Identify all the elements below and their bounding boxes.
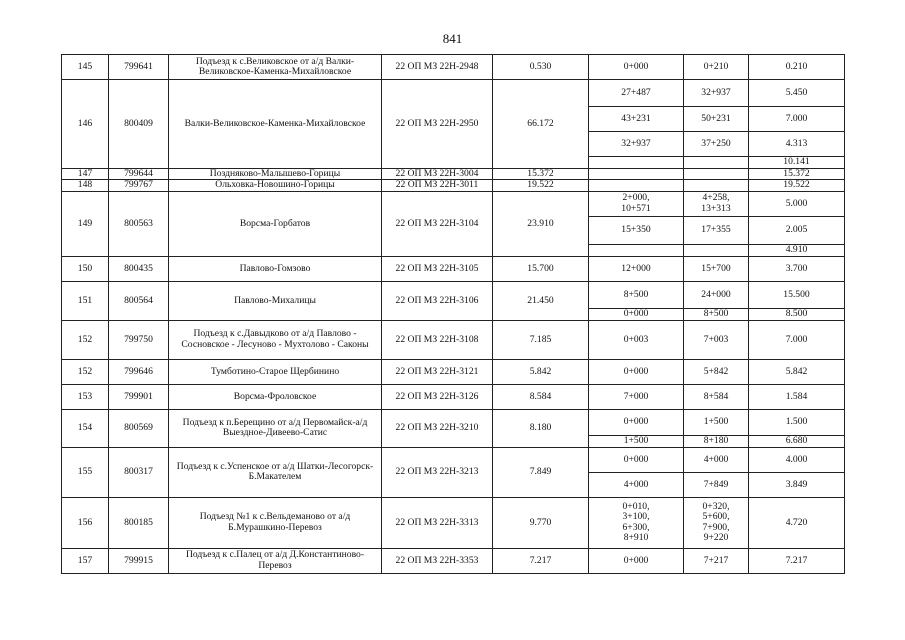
row-number: 152 <box>62 320 109 359</box>
segment-from: 32+937 <box>589 132 684 157</box>
roads-table <box>61 54 845 574</box>
road-code: 800569 <box>109 409 169 447</box>
segment-length: 5.450 <box>749 80 845 107</box>
segment-from: 0+000 <box>589 409 684 435</box>
road-length: 0.530 <box>493 55 589 80</box>
road-name: Подъезд к с.Великовское от а/д Валки-Великовское-Каменка-Михайловское <box>169 55 382 80</box>
road-length: 19.522 <box>493 180 589 191</box>
segment-length: 0.210 <box>749 55 845 80</box>
table-row <box>62 320 845 359</box>
table-row <box>62 281 845 308</box>
road-code: 799767 <box>109 180 169 191</box>
table-row <box>62 359 845 384</box>
segment-from: 1+500 <box>589 435 684 447</box>
road-id: 22 ОП МЗ 22Н-3004 <box>382 169 493 180</box>
segment-from <box>589 244 684 256</box>
page-number: 841 <box>442 31 463 46</box>
road-name: Подъезд №1 к с.Вельдеманово от а/д Б.Мурашкино-Перевоз <box>169 497 382 548</box>
segment-from <box>589 180 684 191</box>
road-id: 22 ОП МЗ 22Н-3106 <box>382 281 493 320</box>
road-name: Подъезд к с.Давыдково от а/д Павлово - Сосновское - Лесуново - Мухтолово - Саконы <box>169 320 382 359</box>
table-row <box>62 384 845 409</box>
road-length: 9.770 <box>493 497 589 548</box>
segment-length: 19.522 <box>749 180 845 191</box>
segment-from: 43+231 <box>589 107 684 132</box>
segment-to: 15+700 <box>684 256 749 281</box>
road-code: 800317 <box>109 447 169 497</box>
road-code: 799901 <box>109 384 169 409</box>
road-length: 15.700 <box>493 256 589 281</box>
segment-length: 3.849 <box>749 472 845 497</box>
table-row <box>62 409 845 435</box>
segment-to: 37+250 <box>684 132 749 157</box>
segment-from: 2+000, 10+571 <box>589 191 684 216</box>
segment-length: 1.584 <box>749 384 845 409</box>
road-id: 22 ОП МЗ 22Н-3105 <box>382 256 493 281</box>
table-row <box>62 80 845 107</box>
segment-to <box>684 157 749 169</box>
road-code: 800409 <box>109 80 169 169</box>
row-number: 151 <box>62 281 109 320</box>
table-row <box>62 169 845 180</box>
road-length: 7.849 <box>493 447 589 497</box>
road-id: 22 ОП МЗ 22Н-3011 <box>382 180 493 191</box>
road-code: 800563 <box>109 191 169 256</box>
road-name: Подъезд к п.Берещино от а/д Первомайск-а/д Выездное-Дивеево-Сатис <box>169 409 382 447</box>
row-number: 156 <box>62 497 109 548</box>
road-code: 799646 <box>109 359 169 384</box>
segment-to: 4+258, 13+313 <box>684 191 749 216</box>
road-id: 22 ОП МЗ 22Н-2948 <box>382 55 493 80</box>
table-row <box>62 55 845 80</box>
road-name: Ворсма-Фроловское <box>169 384 382 409</box>
row-number: 154 <box>62 409 109 447</box>
segment-to: 7+849 <box>684 472 749 497</box>
segment-to: 17+355 <box>684 216 749 244</box>
segment-length: 4.313 <box>749 132 845 157</box>
segment-to: 0+210 <box>684 55 749 80</box>
segment-from: 7+000 <box>589 384 684 409</box>
segment-from: 0+000 <box>589 55 684 80</box>
row-number: 150 <box>62 256 109 281</box>
segment-length: 7.217 <box>749 548 845 573</box>
segment-to: 1+500 <box>684 409 749 435</box>
segment-length: 15.500 <box>749 281 845 308</box>
row-number: 155 <box>62 447 109 497</box>
road-id: 22 ОП МЗ 22Н-2950 <box>382 80 493 169</box>
row-number: 148 <box>62 180 109 191</box>
road-length: 21.450 <box>493 281 589 320</box>
segment-from: 0+000 <box>589 359 684 384</box>
segment-to: 4+000 <box>684 447 749 472</box>
road-code: 799915 <box>109 548 169 573</box>
segment-length: 7.000 <box>749 320 845 359</box>
segment-from: 0+000 <box>589 548 684 573</box>
segment-from: 0+000 <box>589 447 684 472</box>
road-name: Поздняково-Малышево-Горицы <box>169 169 382 180</box>
segment-from: 27+487 <box>589 80 684 107</box>
road-id: 22 ОП МЗ 22Н-3126 <box>382 384 493 409</box>
road-length: 8.584 <box>493 384 589 409</box>
segment-length: 15.372 <box>749 169 845 180</box>
road-name: Валки-Великовское-Каменка-Михайловское <box>169 80 382 169</box>
road-code: 800435 <box>109 256 169 281</box>
road-id: 22 ОП МЗ 22Н-3313 <box>382 497 493 548</box>
table-row <box>62 548 845 573</box>
segment-length: 7.000 <box>749 107 845 132</box>
segment-to: 0+320, 5+600, 7+900, 9+220 <box>684 497 749 548</box>
road-name: Тумботино-Старое Щербинино <box>169 359 382 384</box>
segment-length: 4.720 <box>749 497 845 548</box>
segment-from: 12+000 <box>589 256 684 281</box>
road-name: Подъезд к с.Успенское от а/д Шатки-Лесогорск-Б.Макателем <box>169 447 382 497</box>
segment-from <box>589 169 684 180</box>
segment-length: 10.141 <box>749 157 845 169</box>
road-code: 799750 <box>109 320 169 359</box>
road-code: 799644 <box>109 169 169 180</box>
segment-length: 3.700 <box>749 256 845 281</box>
segment-from: 0+010, 3+100, 6+300, 8+910 <box>589 497 684 548</box>
segment-to: 50+231 <box>684 107 749 132</box>
row-number: 157 <box>62 548 109 573</box>
road-length: 7.185 <box>493 320 589 359</box>
segment-to: 8+500 <box>684 308 749 320</box>
road-length: 15.372 <box>493 169 589 180</box>
segment-length: 8.500 <box>749 308 845 320</box>
segment-from <box>589 157 684 169</box>
segment-to: 5+842 <box>684 359 749 384</box>
road-code: 800564 <box>109 281 169 320</box>
road-name: Ворсма-Горбатов <box>169 191 382 256</box>
segment-length: 1.500 <box>749 409 845 435</box>
segment-from: 15+350 <box>589 216 684 244</box>
road-name: Павлово-Гомзово <box>169 256 382 281</box>
road-id: 22 ОП МЗ 22Н-3210 <box>382 409 493 447</box>
road-code: 799641 <box>109 55 169 80</box>
segment-to <box>684 169 749 180</box>
segment-length: 2.005 <box>749 216 845 244</box>
road-length: 8.180 <box>493 409 589 447</box>
segment-from: 8+500 <box>589 281 684 308</box>
road-length: 5.842 <box>493 359 589 384</box>
row-number: 152 <box>62 359 109 384</box>
row-number: 147 <box>62 169 109 180</box>
segment-to: 7+003 <box>684 320 749 359</box>
table-row <box>62 180 845 191</box>
road-id: 22 ОП МЗ 22Н-3108 <box>382 320 493 359</box>
segment-to: 8+180 <box>684 435 749 447</box>
segment-length: 6.680 <box>749 435 845 447</box>
road-length: 23.910 <box>493 191 589 256</box>
segment-from: 0+003 <box>589 320 684 359</box>
road-code: 800185 <box>109 497 169 548</box>
road-id: 22 ОП МЗ 22Н-3104 <box>382 191 493 256</box>
row-number: 146 <box>62 80 109 169</box>
segment-length: 5.842 <box>749 359 845 384</box>
road-length: 66.172 <box>493 80 589 169</box>
segment-to: 8+584 <box>684 384 749 409</box>
row-number: 145 <box>62 55 109 80</box>
table-row <box>62 447 845 472</box>
road-id: 22 ОП МЗ 22Н-3213 <box>382 447 493 497</box>
segment-to <box>684 244 749 256</box>
segment-length: 4.000 <box>749 447 845 472</box>
road-length: 7.217 <box>493 548 589 573</box>
segment-from: 0+000 <box>589 308 684 320</box>
segment-length: 4.910 <box>749 244 845 256</box>
table-row <box>62 256 845 281</box>
road-id: 22 ОП МЗ 22Н-3353 <box>382 548 493 573</box>
segment-length: 5.000 <box>749 191 845 216</box>
road-name: Подъезд к с.Палец от а/д Д.Константиново-Перевоз <box>169 548 382 573</box>
road-id: 22 ОП МЗ 22Н-3121 <box>382 359 493 384</box>
segment-to <box>684 180 749 191</box>
table-row <box>62 191 845 216</box>
row-number: 153 <box>62 384 109 409</box>
segment-from: 4+000 <box>589 472 684 497</box>
segment-to: 24+000 <box>684 281 749 308</box>
road-name: Павлово-Михалицы <box>169 281 382 320</box>
road-name: Ольховка-Новошино-Горицы <box>169 180 382 191</box>
segment-to: 7+217 <box>684 548 749 573</box>
row-number: 149 <box>62 191 109 256</box>
table-row <box>62 497 845 548</box>
segment-to: 32+937 <box>684 80 749 107</box>
